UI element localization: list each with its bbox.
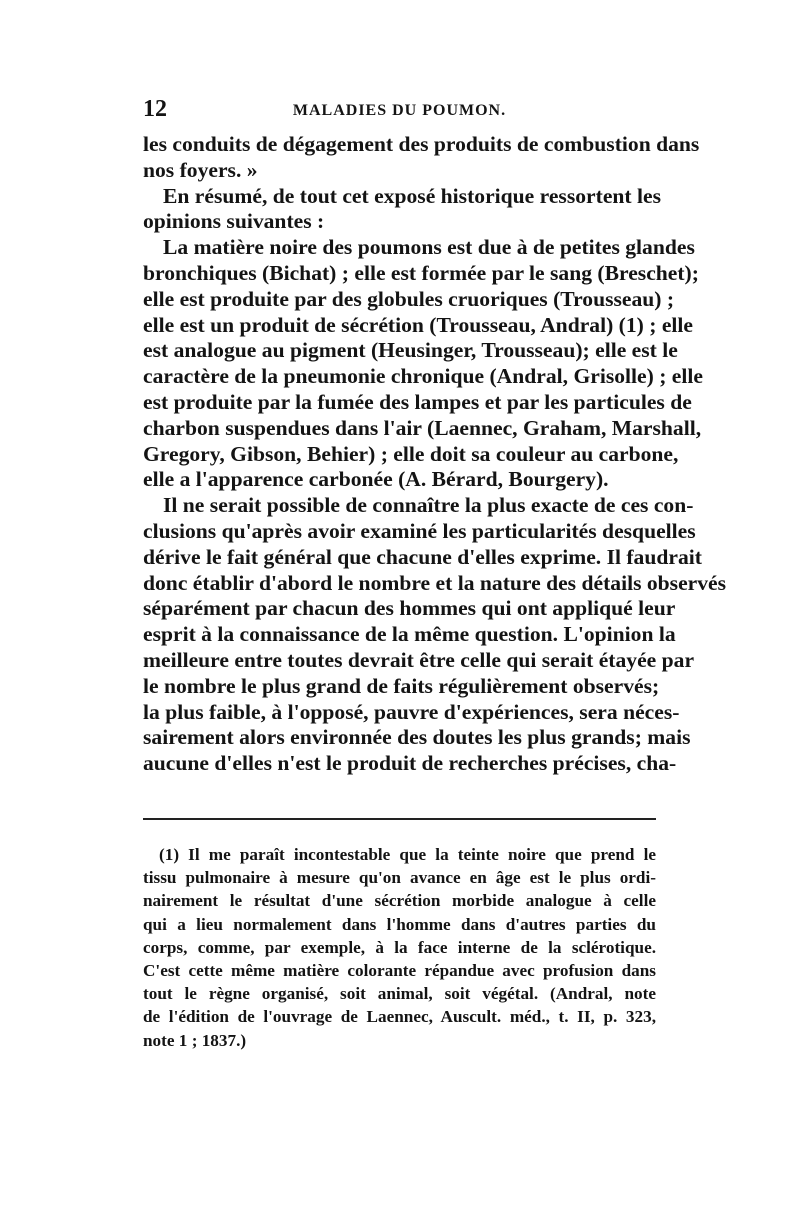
text-line: donc établir d'abord le nombre et la nature des détails observés [143, 570, 727, 595]
text-line: La matière noire des poumons est due à de petites glandes [163, 235, 695, 260]
text-line: charbon suspendues dans l'air (Laennec, Graham, Marshall, [143, 415, 702, 440]
page-header [143, 96, 656, 126]
text-line: En résumé, de tout cet exposé historique ressortent les [163, 183, 661, 208]
footnote-line: (1) Il me paraît incontestable que la teinte noire que prend le [159, 845, 656, 864]
footnote-line: qui a lieu normalement dans l'homme dans d'autres parties du [143, 914, 656, 934]
footnote-line: tissu pulmonaire à mesure qu'on avance en âge est le plus ordi- [143, 868, 656, 888]
text-line: meilleure entre toutes devrait être celle qui serait étayée par [143, 647, 695, 672]
text-line: clusions qu'après avoir examiné les particularités desquelles [143, 518, 696, 543]
text-line: les conduits de dégagement des produits de combustion dans [143, 132, 700, 156]
text-line: elle a l'apparence carbonée (A. Bérard, Bourgery). [143, 467, 609, 492]
footnote-line: tout le règne organisé, soit animal, soit végétal. (Andral, note [143, 984, 656, 1004]
text-line: sairement alors environnée des doutes les plus grands; mais [143, 725, 691, 750]
text-line: la plus faible, à l'opposé, pauvre d'expériences, sera néces- [143, 699, 680, 724]
text-line: dérive le fait général que chacune d'elles exprime. Il faudrait [143, 544, 702, 569]
footnote-line: nairement le résultat d'une sécrétion morbide analogue à celle [143, 891, 656, 911]
text-line: opinions suivantes : [143, 209, 325, 234]
text-line: elle est produite par des globules cruoriques (Trousseau) ; [143, 286, 675, 311]
text-line: aucune d'elles n'est le produit de recherches précises, cha- [143, 751, 677, 776]
footnote-line: corps, comme, par exemple, à la face interne de la sclérotique. [143, 937, 656, 957]
text-line: nos foyers. » [143, 157, 258, 182]
text-line: esprit à la connaissance de la même question. L'opinion la [143, 622, 676, 647]
text-line: caractère de la pneumonie chronique (Andral, Grisolle) ; elle [143, 364, 703, 389]
footnote-line: C'est cette même matière colorante répandue avec profusion dans [143, 960, 656, 980]
footnote-divider [143, 818, 656, 820]
text-line: le nombre le plus grand de faits régulièrement observés; [143, 673, 660, 698]
page-number: 12 [143, 96, 167, 122]
text-line: Il ne serait possible de connaître la plus exacte de ces con- [163, 493, 694, 518]
footnote-line: de l'édition de l'ouvrage de Laennec, Auscult. méd., t. II, p. 323, [143, 1007, 656, 1027]
text-line: est produite par la fumée des lampes et par les particules de [143, 389, 692, 414]
text-line: séparément par chacun des hommes qui ont appliqué leur [143, 596, 676, 621]
text-line: Gregory, Gibson, Behier) ; elle doit sa couleur au carbone, [143, 441, 679, 466]
footnote-line: note 1 ; 1837.) [143, 1030, 247, 1050]
running-head: MALADIES DU POUMON. [292, 102, 507, 119]
main-text [143, 132, 727, 777]
footnote [143, 843, 656, 1052]
text-line: elle est un produit de sécrétion (Trousseau, Andral) (1) ; elle [143, 312, 694, 337]
text-line: est analogue au pigment (Heusinger, Trousseau); elle est le [143, 338, 678, 363]
text-line: bronchiques (Bichat) ; elle est formée par le sang (Breschet); [143, 260, 699, 285]
